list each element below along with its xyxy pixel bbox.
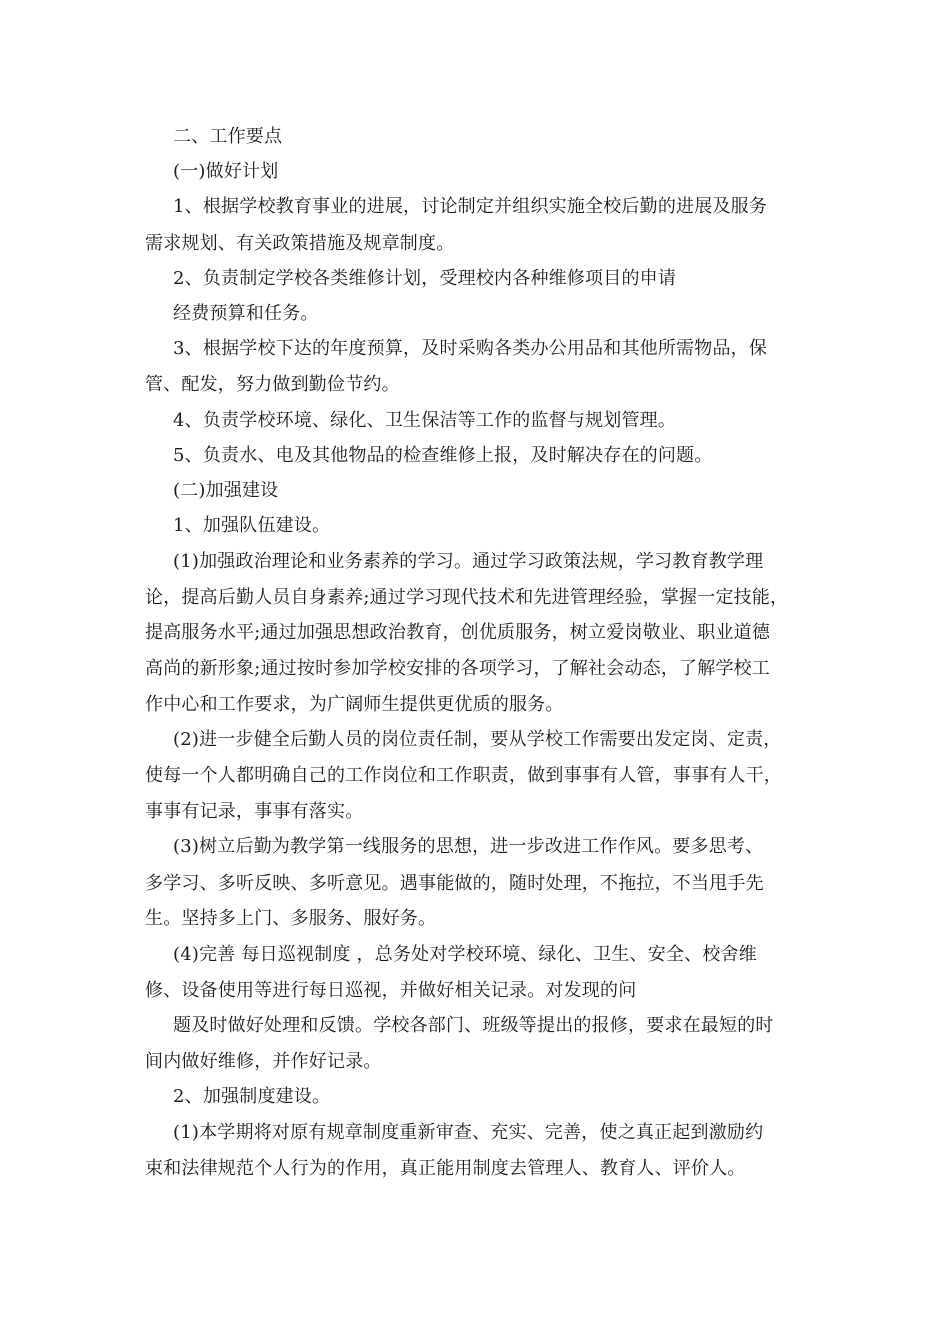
paragraph-line: (1)本学期将对原有规章制度重新审查、充实、完善，使之真正起到激励约: [173, 1122, 764, 1143]
paragraph-line: 3、根据学校下达的年度预算，及时采购各类办公用品和其他所需物品，保: [173, 338, 768, 359]
paragraph-line: 1、根据学校教育事业的进展，讨论制定并组织实施全校后勤的进展及服务: [173, 196, 768, 217]
paragraph-line: 作中心和工作要求，为广阔师生提供更优质的服务。: [145, 694, 564, 715]
paragraph-line: 2、负责制定学校各类维修计划，受理校内各种维修项目的申请: [173, 268, 677, 289]
subsection-heading: (一)做好计划: [173, 161, 279, 182]
paragraph-line: 题及时做好处理和反馈。学校各部门、班级等提出的报修，要求在最短的时: [173, 1015, 774, 1036]
paragraph-line: 生。坚持多上门、多服务、服好务。: [145, 908, 437, 929]
paragraph-line: (3)树立后勤为教学第一线服务的思想，进一步改进工作作风。要多思考、: [173, 836, 764, 857]
paragraph-line: (2)进一步健全后勤人员的岗位责任制，要从学校工作需要出发定岗、定责，: [173, 729, 782, 750]
paragraph-line: 经费预算和任务。: [173, 303, 319, 324]
paragraph-line: 束和法律规范个人行为的作用，真正能用制度去管理人、教育人、评价人。: [145, 1158, 746, 1179]
paragraph-line: (1)加强政治理论和业务素养的学习。通过学习政策法规，学习教育教学理: [173, 551, 764, 572]
paragraph-line: 间内做好维修，并作好记录。: [145, 1051, 382, 1072]
paragraph-line: 1、加强队伍建设。: [173, 515, 331, 536]
subsection-heading: (二)加强建设: [173, 480, 279, 501]
paragraph-line: 修、设备使用等进行每日巡视，并做好相关记录。对发现的问: [145, 980, 637, 1001]
paragraph-line: 提高服务水平;通过加强思想政治教育，创优质服务，树立爱岗敬业、职业道德: [145, 622, 771, 643]
section-heading: 二、工作要点: [173, 126, 283, 147]
paragraph-line: 多学习、多听反映、多听意见。遇事能做的，随时处理，不拖拉，不当甩手先: [145, 873, 764, 894]
paragraph-line: 管、配发，努力做到勤俭节约。: [145, 374, 400, 395]
paragraph-line: 高尚的新形象;通过按时参加学校安排的各项学习，了解社会动态，了解学校工: [145, 658, 771, 679]
paragraph-line: 需求规划、有关政策措施及规章制度。: [145, 233, 455, 254]
paragraph-line: (4)完善 每日巡视制度 ，总务处对学校环境、绿化、卫生、安全、校舍维: [173, 944, 757, 965]
paragraph-line: 使每一个人都明确自己的工作岗位和工作职责，做到事事有人管，事事有人干，: [145, 765, 782, 786]
paragraph-line: 4、负责学校环境、绿化、卫生保洁等工作的监督与规划管理。: [173, 410, 677, 431]
paragraph-line: 事事有记录，事事有落实。: [145, 801, 364, 822]
paragraph-line: 论，提高后勤人员自身素养;通过学习现代技术和先进管理经验，掌握一定技能，: [145, 587, 789, 608]
paragraph-line: 5、负责水、电及其他物品的检查维修上报，及时解决存在的问题。: [173, 445, 713, 466]
paragraph-line: 2、加强制度建设。: [173, 1086, 331, 1107]
